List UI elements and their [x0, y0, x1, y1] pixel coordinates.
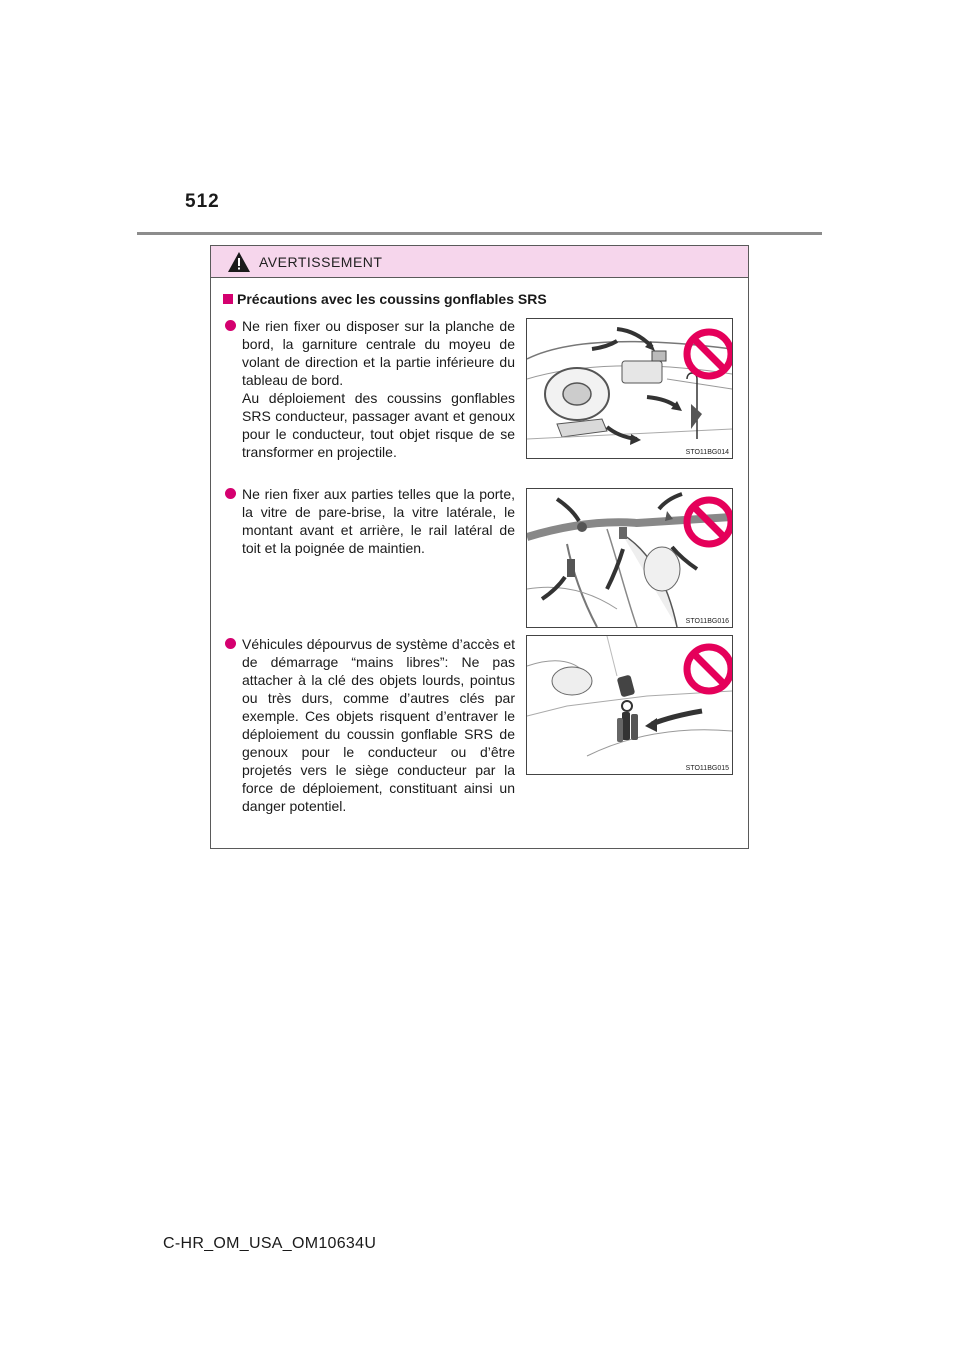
bullet-icon: [225, 638, 236, 649]
square-bullet-icon: [223, 294, 233, 304]
cabin-illustration: [527, 489, 732, 627]
dashboard-illustration: [527, 319, 732, 458]
item-text: Ne rien fixer ou disposer sur la planche de bord, la garniture centrale du moyeu de volant de direction et la partie inférieure du tableau de bord. Au déploiement des coussins gonflables SRS conducteur, passager avant et genoux pour le conducteur, tout objet risque de se transformer en projectile.: [242, 318, 515, 460]
figure-dashboard: [526, 318, 733, 459]
prohibition-icon: [687, 647, 731, 691]
figure-code: STO11BG016: [685, 618, 729, 625]
figure-cabin: [526, 488, 733, 628]
key-illustration: [527, 636, 732, 774]
figure-code: STO11BG015: [685, 765, 729, 772]
item-text: Ne rien fixer aux parties telles que la porte, la vitre de pare-brise, la vitre latérale, le montant avant et arrière, le rail latéral de toit et la poignée de maintien.: [242, 486, 515, 556]
bullet-icon: [225, 488, 236, 499]
bullet-icon: [225, 320, 236, 331]
warning-box: [210, 245, 749, 849]
figure-code: STO11BG014: [685, 449, 729, 456]
footer-document-code: C-HR_OM_USA_OM10634U: [163, 1235, 377, 1252]
prohibition-icon: [687, 332, 731, 376]
warning-header: [211, 246, 748, 278]
warning-triangle-icon: [227, 251, 251, 273]
header-rule: [137, 232, 822, 235]
item-text: Véhicules dépourvus de système d’accès et de démarrage “mains libres”: Ne pas attacher à la clé des objets lourds, pointus ou très durs, comme d’autres clés par exemple. Ces objets risquent d’entraver le déploiement du coussin gonflable SRS de genoux pour le conducteur ou d’être projetés vers le siège conducteur par la force de déploiement, constituant ainsi un danger potentiel.: [242, 636, 515, 814]
figure-key: [526, 635, 733, 775]
page-number: 512: [185, 191, 220, 212]
section-title: Précautions avec les coussins gonflables SRS: [223, 291, 547, 307]
list-item: [225, 317, 515, 461]
warning-title: AVERTISSEMENT: [259, 253, 383, 270]
list-item: [225, 635, 515, 815]
list-item: [225, 485, 515, 557]
